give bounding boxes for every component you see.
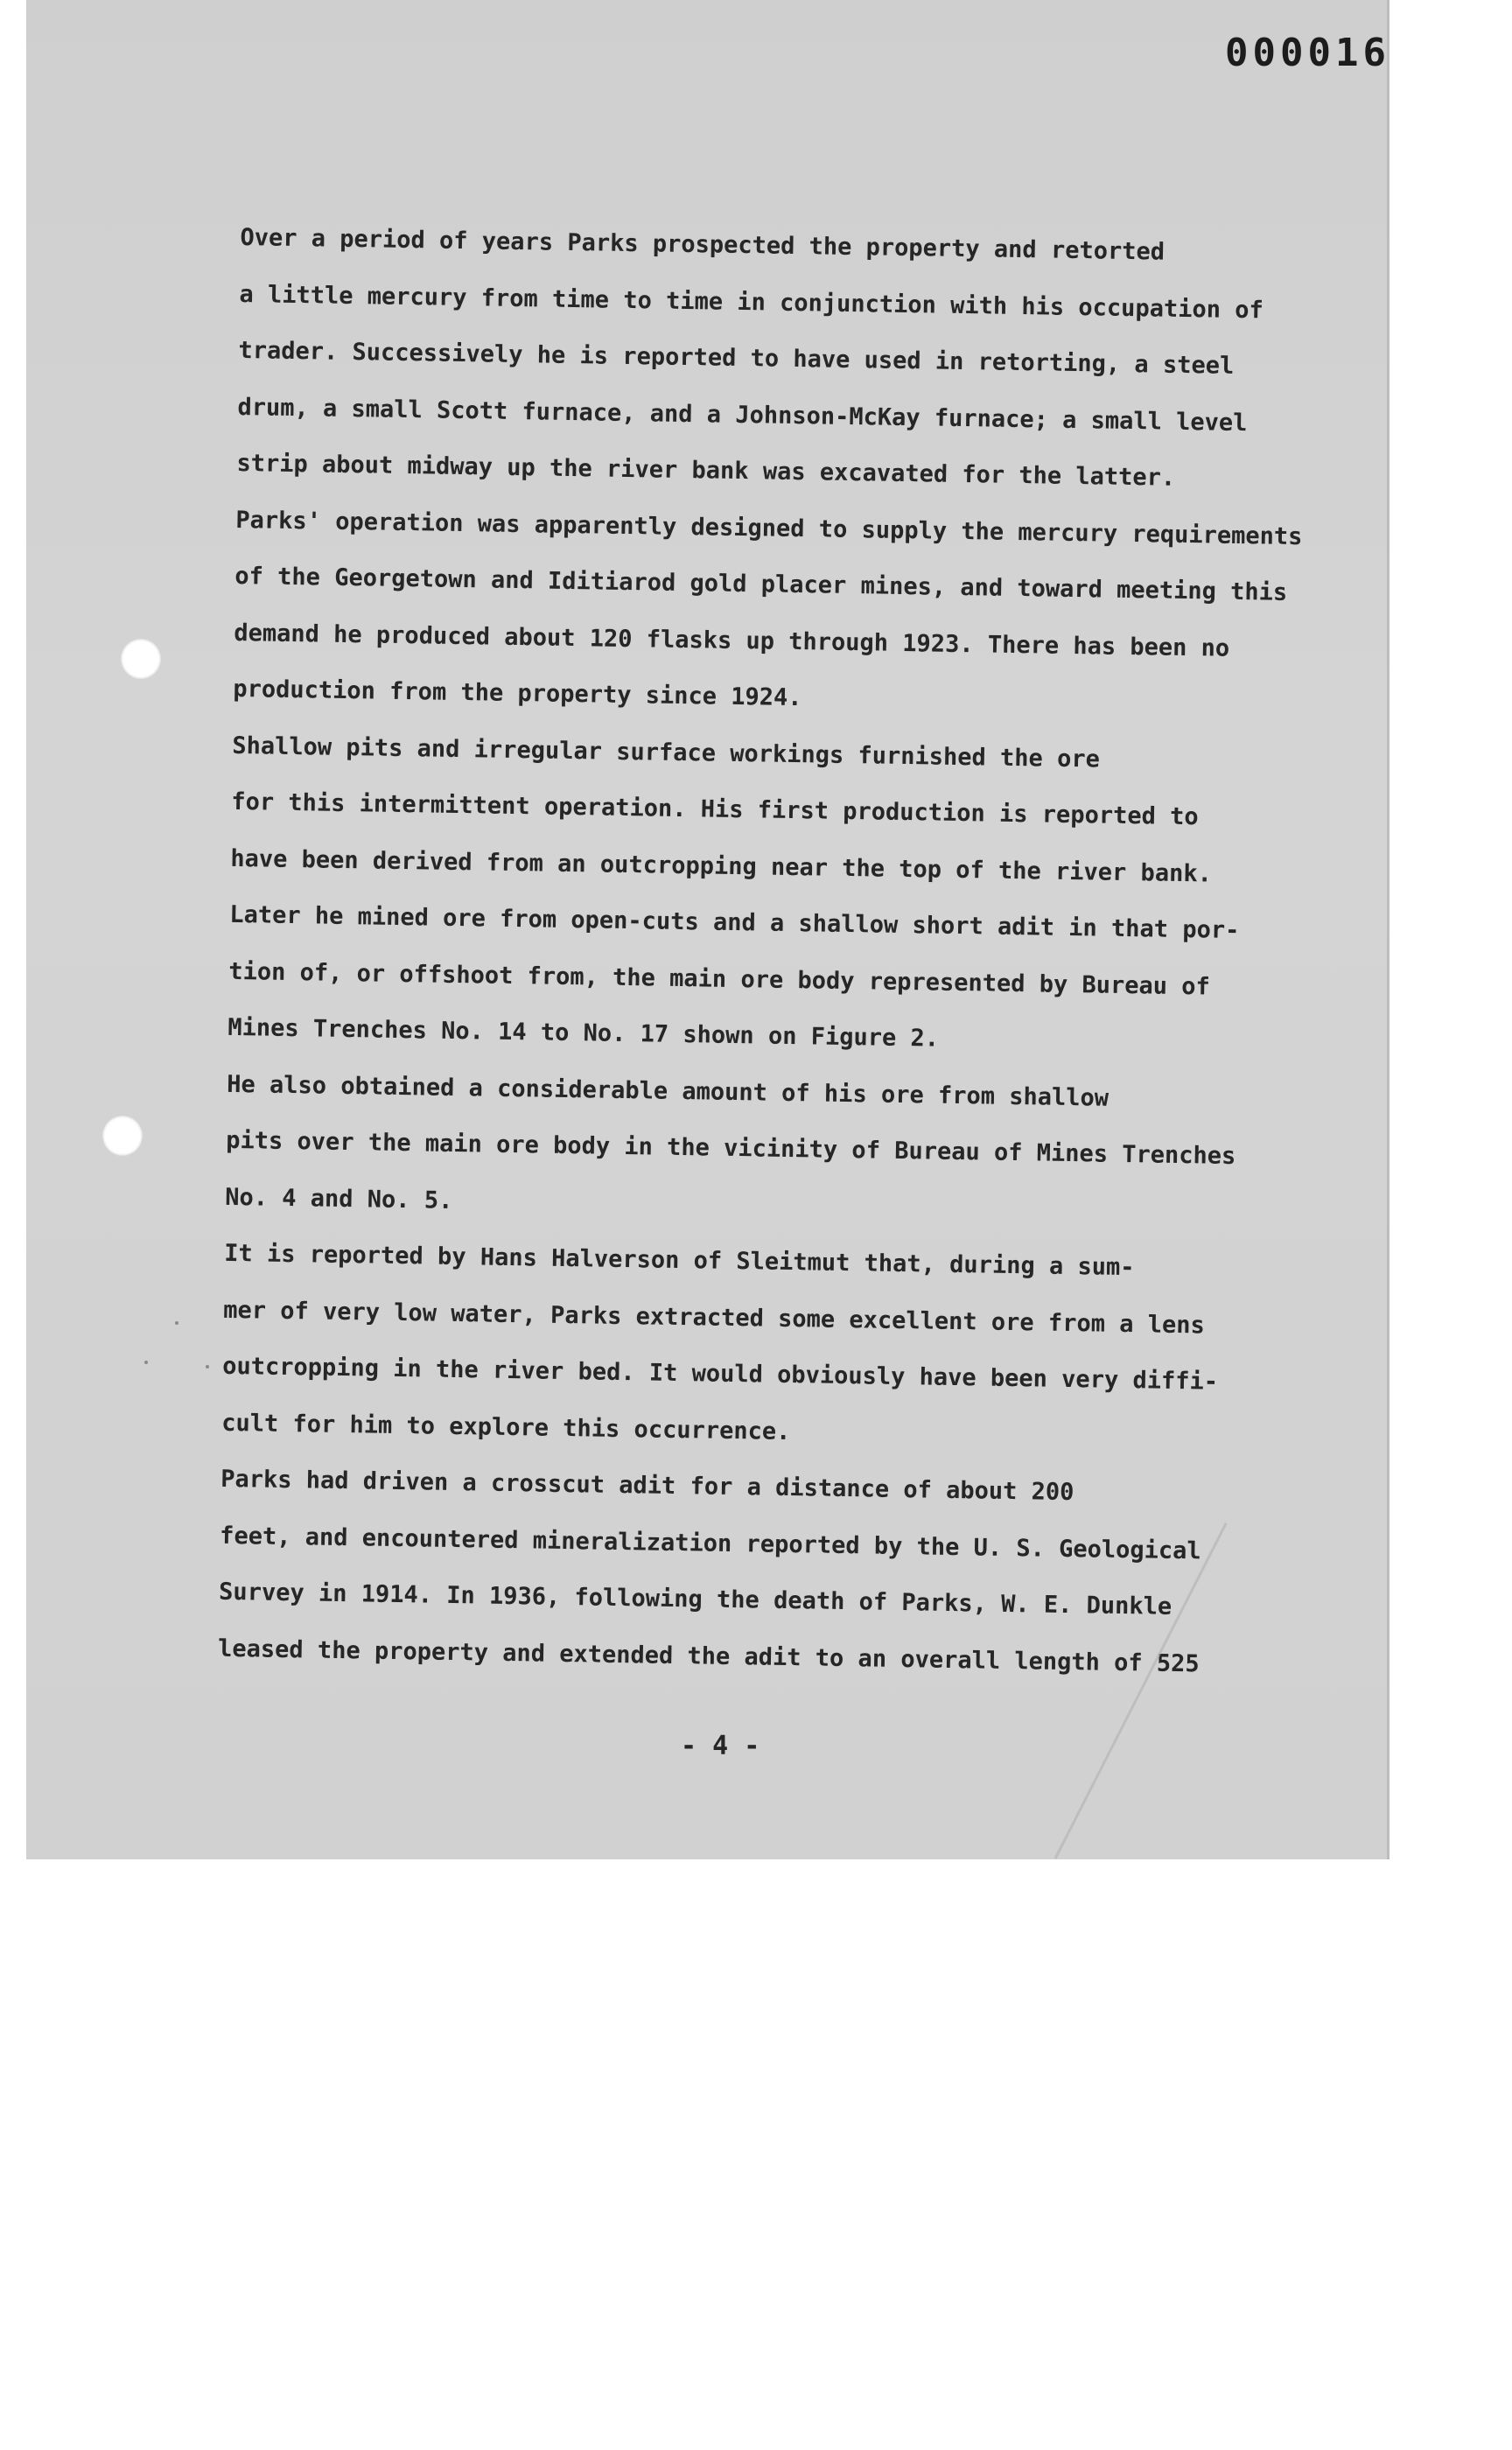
paragraph: It is reported by Hans Halverson of Sleitmut that, during a sum- mer of very low water, Parks extracted some excellent ore from a lens outcropping in the river bed. It would obviously have been very diffi- cult for him to explore this occurrence. (220, 1239, 1219, 1446)
paragraph: Over a period of years Parks prospected the property and retorted a little mercury from time to time in conjunction with his occupation of trader. Successively he is reported to have used in retorting, a steel drum, a small Scott furnace, and a Johnson-McKay furnace; a small level strip about midway up the river bank was excavated for the latter. Parks' operation was apparently designed to supply the mercury requirements of the Georgetown and Iditiarod gold placer mines, and toward meeting this demand he produced about 120 flasks up through 1923. There has been no production from the property since 1924. (233, 223, 1303, 712)
paragraph: Shallow pits and irregular surface workings furnished the ore for this intermittent operation. His first production is reported to have been derived from an outcropping near the top of the river bank. Later he mined ore from open-cuts and a shallow short adit in that por- tion of, or offshoot from, the main ore body represented by Bureau of Mines Trenches No. 14 to No. 17 shown on Figure 2. (228, 732, 1240, 1053)
page-id-stamp: 000016 (1225, 31, 1390, 75)
page-number: - 4 - (681, 1731, 760, 1761)
speck (175, 1321, 178, 1325)
punch-hole (121, 639, 161, 679)
speck (206, 1365, 209, 1368)
punch-hole (102, 1116, 143, 1156)
speck (144, 1361, 148, 1364)
document-sheet (26, 0, 1390, 1859)
paragraph: Parks had driven a crosscut adit for a distance of about 200 feet, and encountered mineralization reported by the U. S. Geological Survey in 1914. In 1936, following the death of Parks, W. E. Dunkle leased the property and extended the adit to an overall length of 525 (217, 1465, 1201, 1677)
body-text (218, 210, 1369, 1695)
paragraph: He also obtained a considerable amount of his ore from shallow pits over the main ore body in the vicinity of Bureau of Mines Trenches No. 4 and No. 5. (225, 1070, 1236, 1214)
